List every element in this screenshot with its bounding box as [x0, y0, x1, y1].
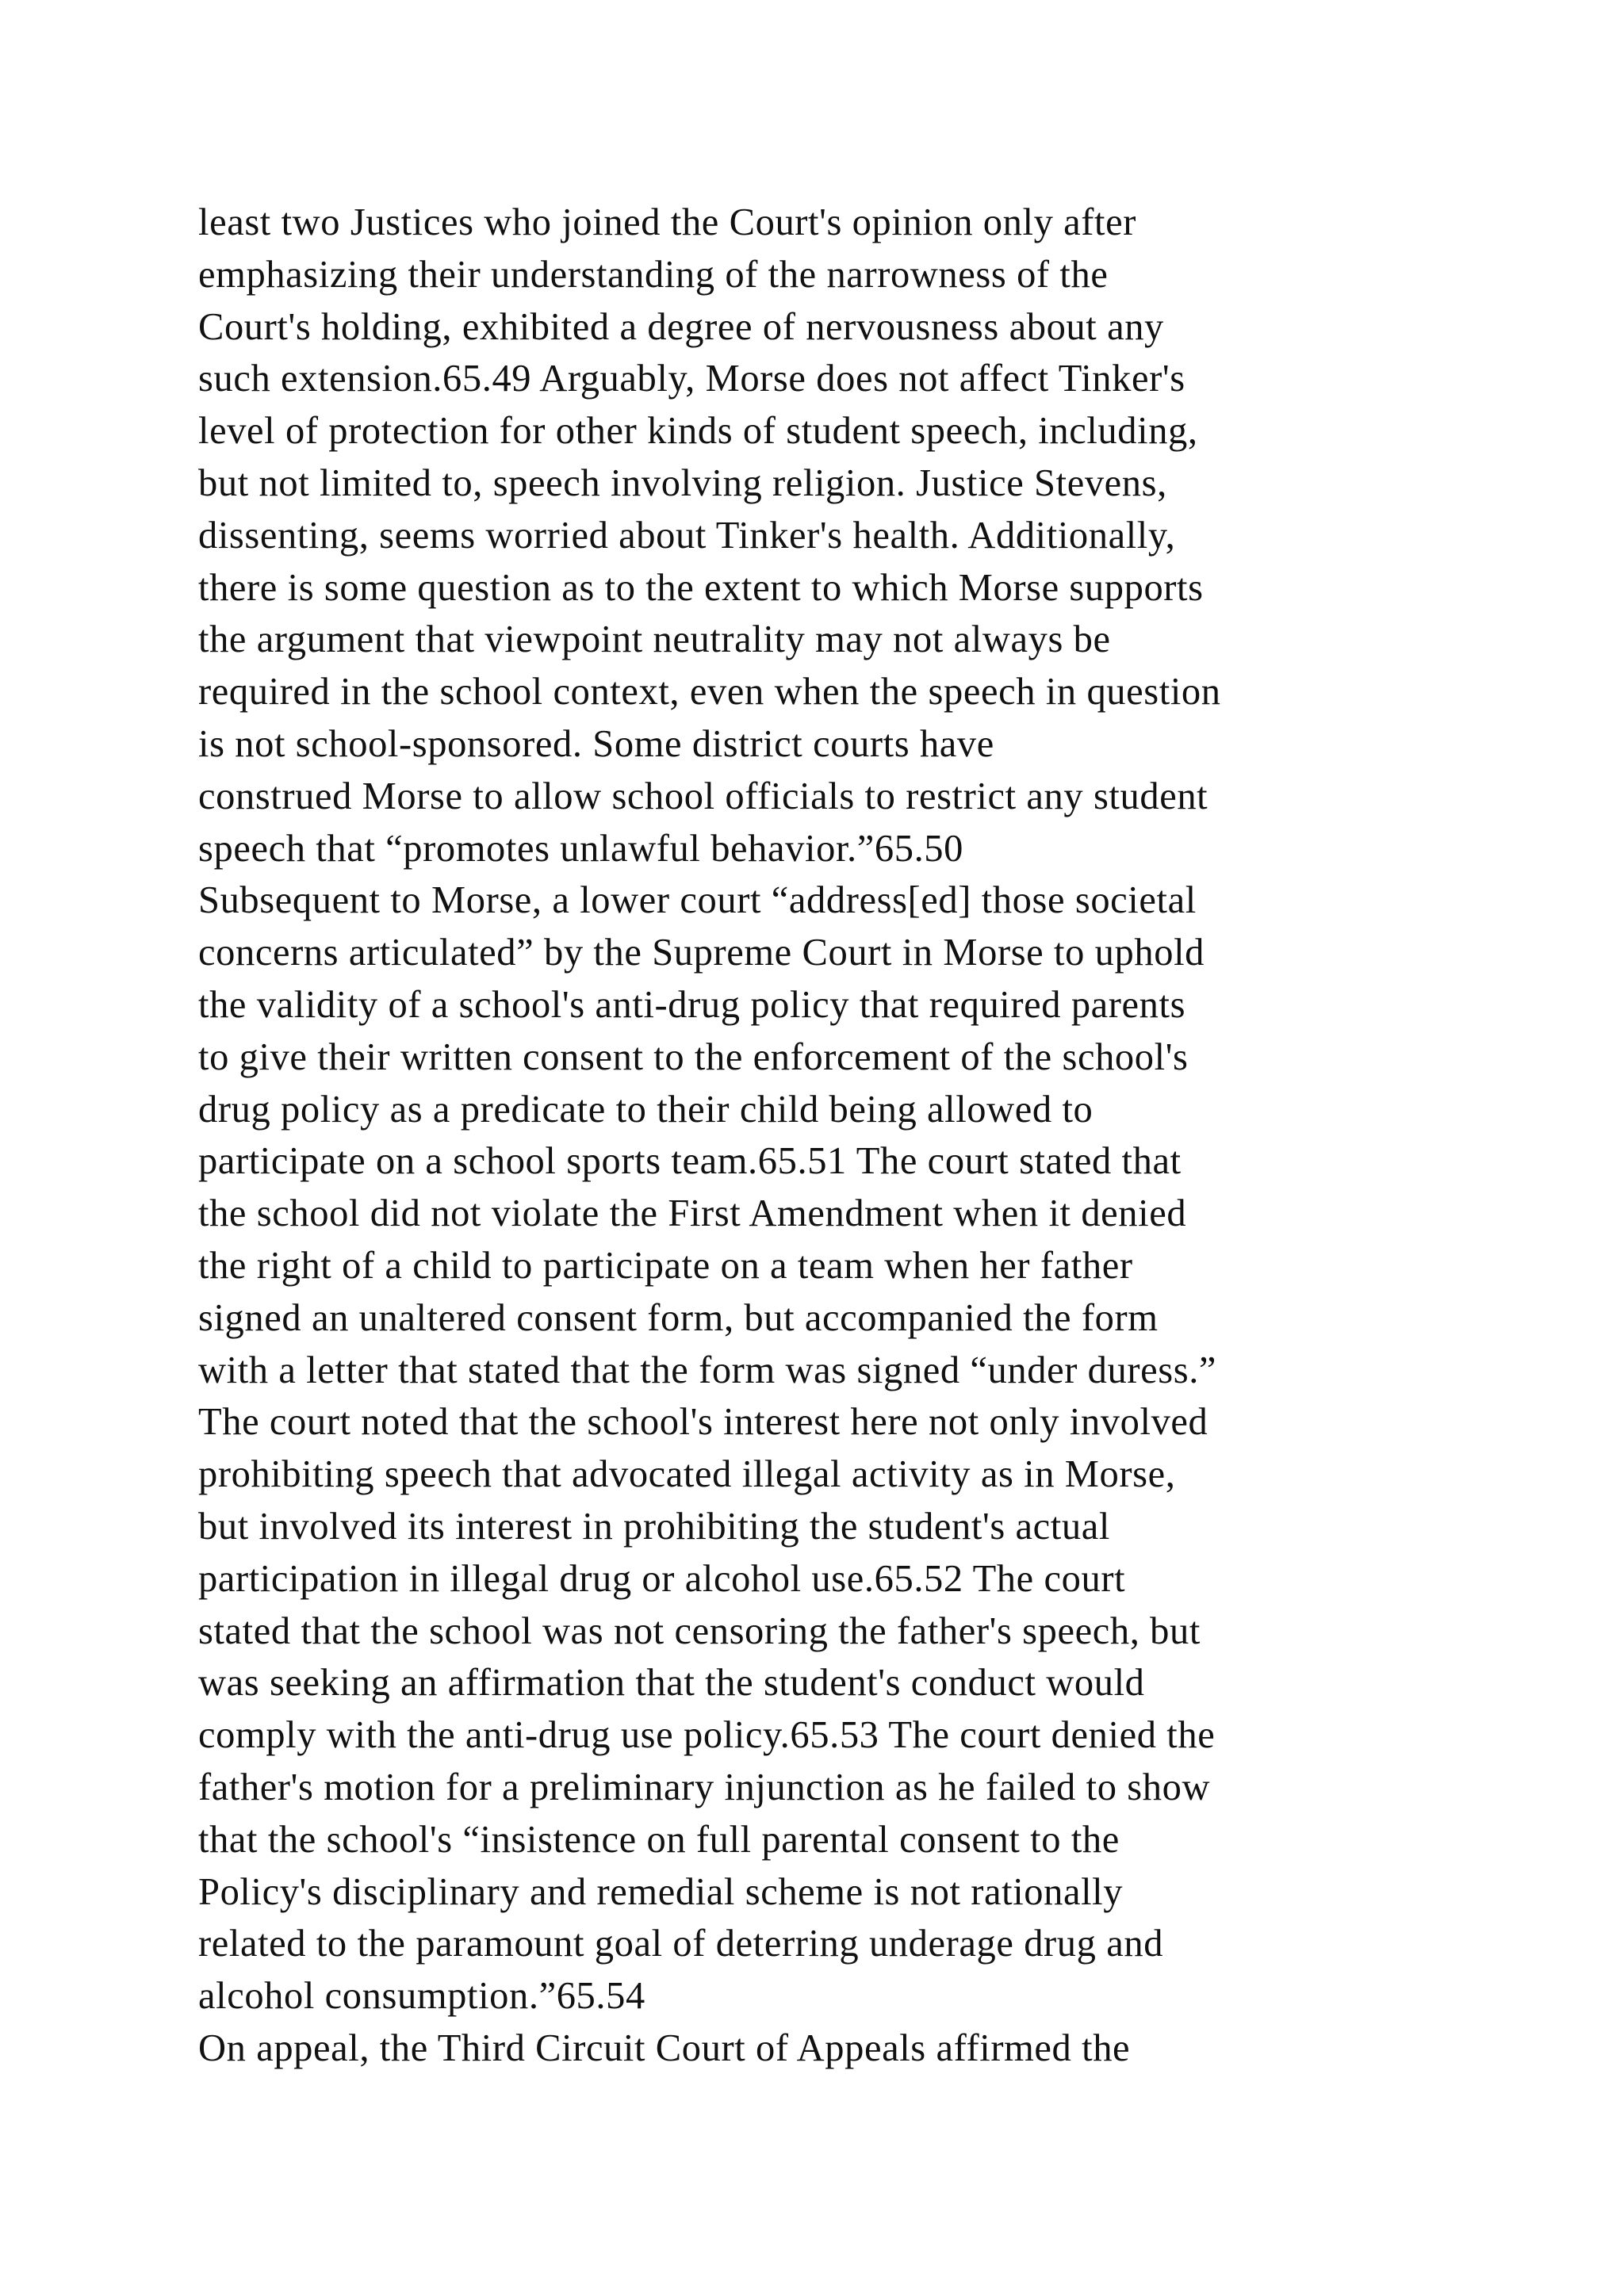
text-line: the argument that viewpoint neutrality may not always be — [198, 618, 1111, 661]
body-text — [198, 197, 1507, 2075]
text-line: but not limited to, speech involving religion. Justice Stevens, — [198, 461, 1167, 504]
text-line: prohibiting speech that advocated illegal activity as in Morse, — [198, 1453, 1176, 1496]
text-line: On appeal, the Third Circuit Court of Appeals affirmed the — [198, 2026, 1131, 2069]
text-line: least two Justices who joined the Court's opinion only after — [198, 201, 1136, 243]
text-line: required in the school context, even when the speech in question — [198, 671, 1221, 714]
text-line: participate on a school sports team.65.51 The court stated that — [198, 1140, 1182, 1183]
text-line: Policy's disciplinary and remedial scheme is not rationally — [198, 1870, 1124, 1913]
text-line: comply with the anti-drug use policy.65.53 The court denied the — [198, 1714, 1216, 1757]
text-line: related to the paramount goal of deterring underage drug and — [198, 1923, 1164, 1965]
text-line: was seeking an affirmation that the student's conduct would — [198, 1662, 1145, 1705]
text-line: such extension.65.49 Arguably, Morse does not affect Tinker's — [198, 358, 1185, 400]
text-line: but involved its interest in prohibiting the student's actual — [198, 1505, 1110, 1548]
text-line: stated that the school was not censoring the father's speech, but — [198, 1609, 1201, 1652]
text-line: the right of a child to participate on a team when her father — [198, 1244, 1133, 1287]
text-line: level of protection for other kinds of student speech, including, — [198, 410, 1198, 453]
text-line: father's motion for a preliminary injunction as he failed to show — [198, 1766, 1211, 1808]
text-line: dissenting, seems worried about Tinker's health. Additionally, — [198, 514, 1176, 557]
text-line: speech that “promotes unlawful behavior.”65.50 — [198, 827, 963, 870]
text-line: drug policy as a predicate to their child being allowed to — [198, 1088, 1094, 1131]
text-line: the validity of a school's anti-drug policy that required parents — [198, 983, 1186, 1026]
text-line: concerns articulated” by the Supreme Court in Morse to uphold — [198, 932, 1205, 974]
text-line: signed an unaltered consent form, but accompanied the form — [198, 1296, 1159, 1339]
text-line: Court's holding, exhibited a degree of nervousness about any — [198, 305, 1164, 348]
text-line: emphasizing their understanding of the narrowness of the — [198, 253, 1109, 296]
text-line: alcohol consumption.”65.54 — [198, 1975, 645, 2018]
text-line: the school did not violate the First Amendment when it denied — [198, 1192, 1187, 1235]
text-line: participation in illegal drug or alcohol use.65.52 The court — [198, 1557, 1126, 1600]
text-line: Subsequent to Morse, a lower court “address[ed] those societal — [198, 879, 1197, 922]
text-line: is not school-sponsored. Some district courts have — [198, 722, 994, 765]
text-line: construed Morse to allow school officials to restrict any student — [198, 775, 1208, 817]
text-line: to give their written consent to the enforcement of the school's — [198, 1035, 1189, 1078]
text-line: there is some question as to the extent to which Morse supports — [198, 566, 1204, 609]
text-line: The court noted that the school's interest here not only involved — [198, 1401, 1208, 1444]
text-line: that the school's “insistence on full parental consent to the — [198, 1818, 1120, 1861]
text-line: with a letter that stated that the form was signed “under duress.” — [198, 1349, 1217, 1391]
